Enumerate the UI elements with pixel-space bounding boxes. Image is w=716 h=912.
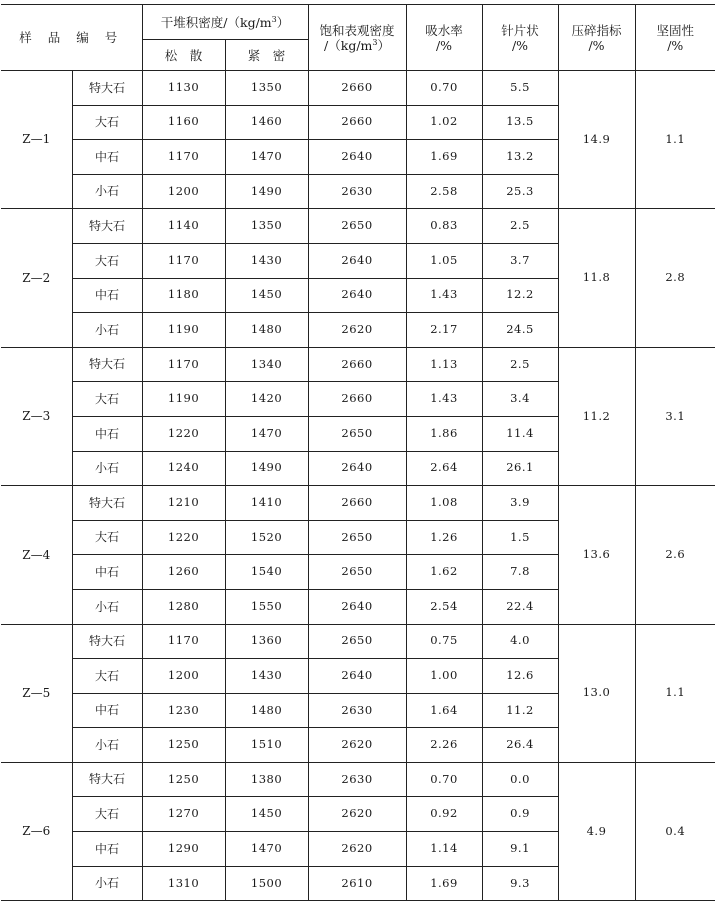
crush-index-cell: 13.6 [558, 486, 635, 624]
loose-density-cell: 1200 [142, 659, 225, 694]
compact-density-cell: 1470 [225, 832, 308, 867]
absorption-cell: 0.92 [406, 797, 482, 832]
absorption-cell: 2.26 [406, 728, 482, 763]
soundness-cell: 0.4 [635, 762, 715, 900]
absorption-cell: 0.70 [406, 71, 482, 106]
flaky-cell: 1.5 [482, 520, 558, 555]
header-dry-density [142, 5, 308, 40]
size-class-cell: 大石 [72, 659, 142, 694]
sample-id-cell: Z—3 [1, 347, 72, 485]
absorption-cell: 1.26 [406, 520, 482, 555]
size-class-cell: 特大石 [72, 486, 142, 521]
loose-density-cell: 1170 [142, 140, 225, 175]
header-saturated-density-line1: 饱和表观密度 [319, 22, 395, 38]
saturated-density-cell: 2650 [308, 209, 406, 244]
flaky-cell: 2.5 [482, 347, 558, 382]
absorption-cell: 1.64 [406, 693, 482, 728]
loose-density-cell: 1240 [142, 451, 225, 486]
compact-density-cell: 1470 [225, 140, 308, 175]
flaky-cell: 13.5 [482, 105, 558, 140]
loose-density-cell: 1170 [142, 624, 225, 659]
header-soundness-line2: /% [667, 37, 684, 53]
flaky-cell: 4.0 [482, 624, 558, 659]
size-class-cell: 大石 [72, 243, 142, 278]
header-absorption [406, 5, 482, 71]
compact-density-cell: 1430 [225, 659, 308, 694]
loose-density-cell: 1190 [142, 382, 225, 417]
saturated-density-cell: 2650 [308, 555, 406, 590]
soundness-cell: 2.8 [635, 209, 715, 347]
header-saturated-density-tail: ） [377, 37, 390, 53]
crush-index-cell: 13.0 [558, 624, 635, 762]
flaky-cell: 3.4 [482, 382, 558, 417]
saturated-density-cell: 2650 [308, 416, 406, 451]
header-absorption-line2: /% [435, 37, 453, 53]
flaky-cell: 5.5 [482, 71, 558, 106]
saturated-density-cell: 2630 [308, 174, 406, 209]
flaky-cell: 26.4 [482, 728, 558, 763]
absorption-cell: 1.00 [406, 659, 482, 694]
saturated-density-cell: 2660 [308, 71, 406, 106]
table-row [1, 347, 715, 382]
size-class-cell: 特大石 [72, 71, 142, 106]
flaky-cell: 7.8 [482, 555, 558, 590]
loose-density-cell: 1190 [142, 313, 225, 348]
size-class-cell: 大石 [72, 520, 142, 555]
absorption-cell: 1.13 [406, 347, 482, 382]
loose-density-cell: 1260 [142, 555, 225, 590]
size-class-cell: 小石 [72, 728, 142, 763]
size-class-cell: 中石 [72, 832, 142, 867]
compact-density-cell: 1480 [225, 693, 308, 728]
header-flaky-line2: /% [511, 37, 529, 53]
saturated-density-cell: 2660 [308, 105, 406, 140]
size-class-cell: 大石 [72, 382, 142, 417]
absorption-cell: 2.54 [406, 589, 482, 624]
compact-density-cell: 1490 [225, 451, 308, 486]
flaky-cell: 11.4 [482, 416, 558, 451]
loose-density-cell: 1310 [142, 866, 225, 901]
table-row [1, 209, 715, 244]
compact-density-cell: 1550 [225, 589, 308, 624]
flaky-cell: 9.3 [482, 866, 558, 901]
flaky-cell: 3.7 [482, 243, 558, 278]
saturated-density-cell: 2630 [308, 762, 406, 797]
size-class-cell: 大石 [72, 797, 142, 832]
flaky-cell: 0.0 [482, 762, 558, 797]
absorption-cell: 1.69 [406, 866, 482, 901]
absorption-cell: 1.43 [406, 278, 482, 313]
compact-density-cell: 1350 [225, 71, 308, 106]
compact-density-cell: 1460 [225, 105, 308, 140]
header-saturated-density-sup: 3 [372, 37, 378, 47]
saturated-density-cell: 2620 [308, 797, 406, 832]
loose-density-cell: 1180 [142, 278, 225, 313]
header-sample-id-label: 样 品 编 号 [19, 30, 124, 45]
compact-density-cell: 1540 [225, 555, 308, 590]
loose-density-cell: 1250 [142, 728, 225, 763]
absorption-cell: 1.02 [406, 105, 482, 140]
size-class-cell: 小石 [72, 589, 142, 624]
size-class-cell: 中石 [72, 416, 142, 451]
crush-index-cell: 11.2 [558, 347, 635, 485]
header-saturated-density-unit: /（kg/m [324, 37, 373, 53]
loose-density-cell: 1210 [142, 486, 225, 521]
compact-density-cell: 1470 [225, 416, 308, 451]
absorption-cell: 0.75 [406, 624, 482, 659]
soundness-cell: 1.1 [635, 71, 715, 209]
loose-density-cell: 1280 [142, 589, 225, 624]
flaky-cell: 22.4 [482, 589, 558, 624]
loose-density-cell: 1170 [142, 347, 225, 382]
saturated-density-cell: 2660 [308, 486, 406, 521]
table-header [1, 5, 715, 71]
absorption-cell: 1.69 [406, 140, 482, 175]
header-dry-density-tail: ） [276, 14, 290, 30]
flaky-cell: 9.1 [482, 832, 558, 867]
loose-density-cell: 1140 [142, 209, 225, 244]
saturated-density-cell: 2640 [308, 659, 406, 694]
flaky-cell: 11.2 [482, 693, 558, 728]
flaky-cell: 12.6 [482, 659, 558, 694]
absorption-cell: 1.43 [406, 382, 482, 417]
soundness-cell: 1.1 [635, 624, 715, 762]
loose-density-cell: 1170 [142, 243, 225, 278]
saturated-density-cell: 2640 [308, 243, 406, 278]
crush-index-cell: 14.9 [558, 71, 635, 209]
saturated-density-cell: 2640 [308, 451, 406, 486]
header-saturated-density-line2 [309, 38, 406, 53]
header-loose-label: 松 散 [164, 47, 203, 63]
loose-density-cell: 1220 [142, 416, 225, 451]
saturated-density-cell: 2660 [308, 347, 406, 382]
saturated-density-cell: 2610 [308, 866, 406, 901]
saturated-density-cell: 2640 [308, 278, 406, 313]
table-row [1, 624, 715, 659]
absorption-cell: 0.83 [406, 209, 482, 244]
header-flaky-line1: 针片状 [501, 22, 539, 38]
flaky-cell: 24.5 [482, 313, 558, 348]
loose-density-cell: 1160 [142, 105, 225, 140]
absorption-cell: 2.64 [406, 451, 482, 486]
size-class-cell: 特大石 [72, 762, 142, 797]
loose-density-cell: 1290 [142, 832, 225, 867]
compact-density-cell: 1360 [225, 624, 308, 659]
size-class-cell: 特大石 [72, 209, 142, 244]
compact-density-cell: 1510 [225, 728, 308, 763]
header-saturated-density [308, 5, 406, 71]
loose-density-cell: 1130 [142, 71, 225, 106]
header-dry-density-sup: 3 [271, 14, 277, 24]
compact-density-cell: 1430 [225, 243, 308, 278]
soundness-cell: 3.1 [635, 347, 715, 485]
header-compact-label: 紧 密 [247, 47, 286, 63]
compact-density-cell: 1350 [225, 209, 308, 244]
loose-density-cell: 1220 [142, 520, 225, 555]
compact-density-cell: 1520 [225, 520, 308, 555]
sample-id-cell: Z—4 [1, 486, 72, 624]
absorption-cell: 0.70 [406, 762, 482, 797]
header-dry-density-text: 干堆积密度/（kg/m [160, 14, 272, 30]
saturated-density-cell: 2640 [308, 140, 406, 175]
flaky-cell: 25.3 [482, 174, 558, 209]
saturated-density-cell: 2640 [308, 589, 406, 624]
table-row [1, 762, 715, 797]
size-class-cell: 中石 [72, 555, 142, 590]
crush-index-cell: 4.9 [558, 762, 635, 900]
flaky-cell: 13.2 [482, 140, 558, 175]
compact-density-cell: 1480 [225, 313, 308, 348]
loose-density-cell: 1250 [142, 762, 225, 797]
table-row [1, 486, 715, 521]
compact-density-cell: 1450 [225, 278, 308, 313]
loose-density-cell: 1200 [142, 174, 225, 209]
absorption-cell: 1.62 [406, 555, 482, 590]
saturated-density-cell: 2660 [308, 382, 406, 417]
compact-density-cell: 1500 [225, 866, 308, 901]
absorption-cell: 2.17 [406, 313, 482, 348]
compact-density-cell: 1340 [225, 347, 308, 382]
saturated-density-cell: 2630 [308, 693, 406, 728]
flaky-cell: 26.1 [482, 451, 558, 486]
loose-density-cell: 1270 [142, 797, 225, 832]
saturated-density-cell: 2620 [308, 313, 406, 348]
size-class-cell: 特大石 [72, 347, 142, 382]
header-absorption-line1: 吸水率 [425, 22, 463, 38]
header-crush-index-line1: 压碎指标 [571, 22, 622, 38]
header-soundness-line1: 坚固性 [656, 22, 695, 38]
header-soundness [635, 5, 715, 71]
compact-density-cell: 1450 [225, 797, 308, 832]
saturated-density-cell: 2650 [308, 520, 406, 555]
size-class-cell: 中石 [72, 140, 142, 175]
sample-id-cell: Z—2 [1, 209, 72, 347]
absorption-cell: 2.58 [406, 174, 482, 209]
sample-id-cell: Z—6 [1, 762, 72, 900]
header-flaky [482, 5, 558, 71]
compact-density-cell: 1380 [225, 762, 308, 797]
saturated-density-cell: 2620 [308, 728, 406, 763]
soundness-cell: 2.6 [635, 486, 715, 624]
size-class-cell: 中石 [72, 693, 142, 728]
size-class-cell: 特大石 [72, 624, 142, 659]
flaky-cell: 0.9 [482, 797, 558, 832]
size-class-cell: 中石 [72, 278, 142, 313]
size-class-cell: 小石 [72, 313, 142, 348]
header-compact [225, 40, 308, 71]
size-class-cell: 小石 [72, 174, 142, 209]
absorption-cell: 1.08 [406, 486, 482, 521]
compact-density-cell: 1490 [225, 174, 308, 209]
saturated-density-cell: 2650 [308, 624, 406, 659]
header-crush-index-line2: /% [588, 37, 605, 53]
aggregate-properties-table [1, 4, 715, 901]
sample-id-cell: Z—1 [1, 71, 72, 209]
compact-density-cell: 1410 [225, 486, 308, 521]
flaky-cell: 2.5 [482, 209, 558, 244]
crush-index-cell: 11.8 [558, 209, 635, 347]
absorption-cell: 1.05 [406, 243, 482, 278]
loose-density-cell: 1230 [142, 693, 225, 728]
size-class-cell: 小石 [72, 866, 142, 901]
absorption-cell: 1.86 [406, 416, 482, 451]
size-class-cell: 大石 [72, 105, 142, 140]
absorption-cell: 1.14 [406, 832, 482, 867]
header-loose [142, 40, 225, 71]
table-body [1, 71, 715, 901]
header-sample-id [1, 5, 142, 71]
header-crush-index [558, 5, 635, 71]
table-row [1, 71, 715, 106]
flaky-cell: 3.9 [482, 486, 558, 521]
sample-id-cell: Z—5 [1, 624, 72, 762]
saturated-density-cell: 2620 [308, 832, 406, 867]
compact-density-cell: 1420 [225, 382, 308, 417]
size-class-cell: 小石 [72, 451, 142, 486]
flaky-cell: 12.2 [482, 278, 558, 313]
